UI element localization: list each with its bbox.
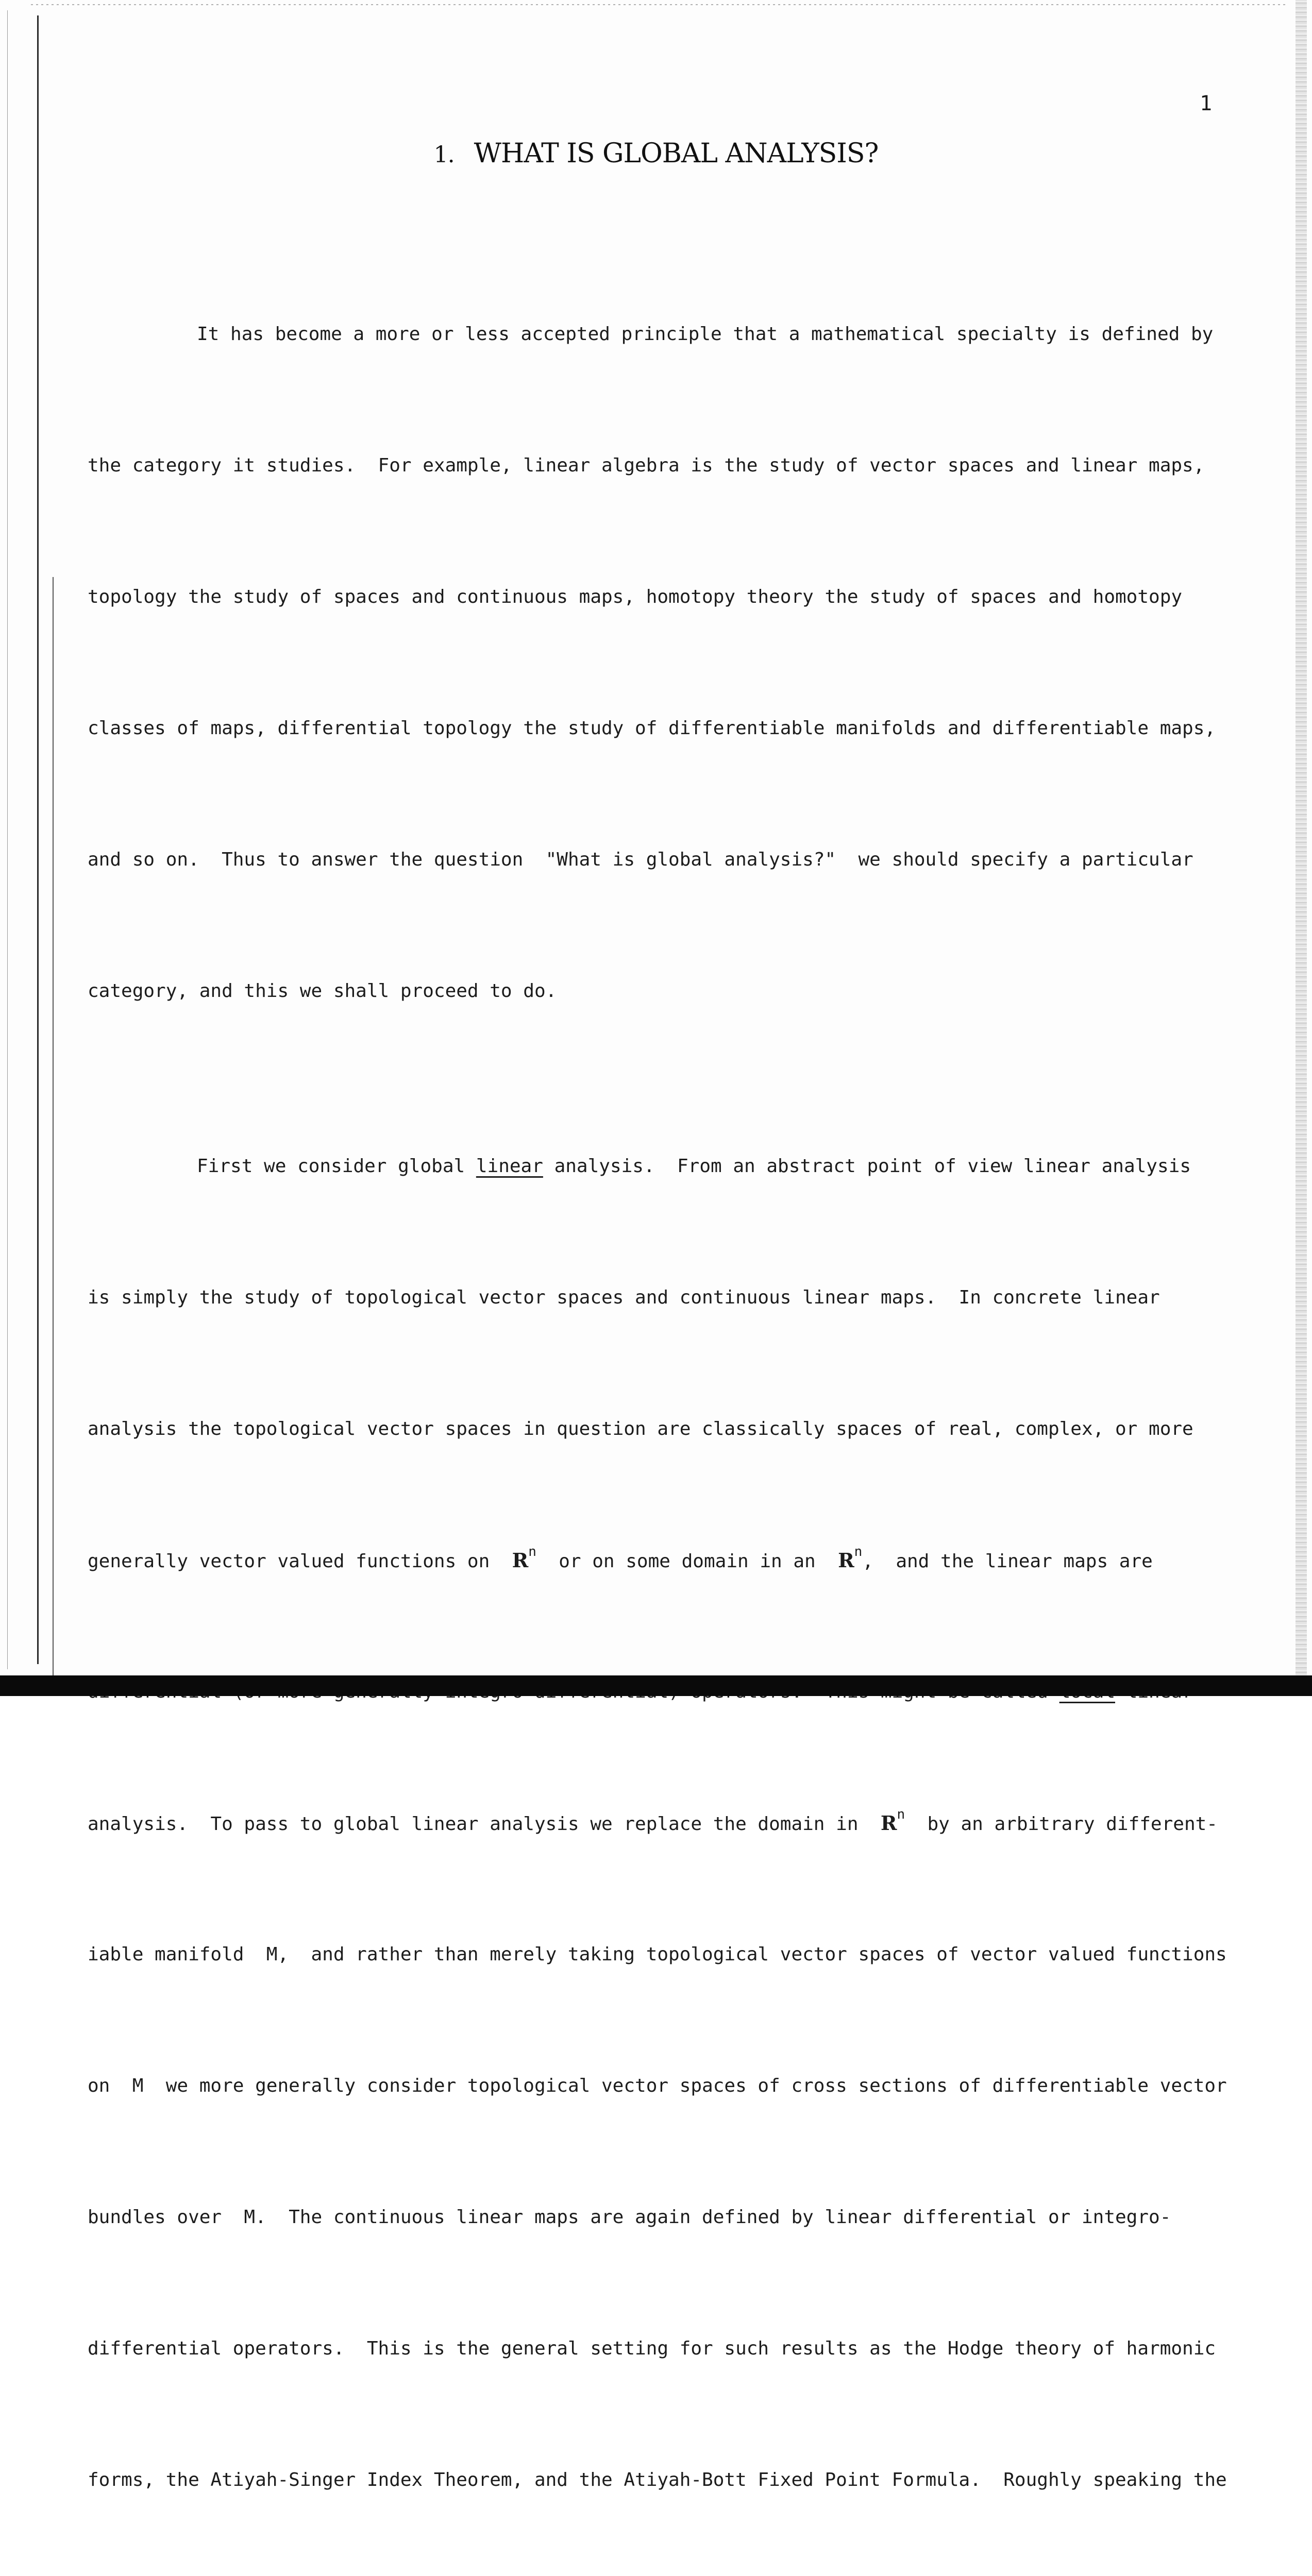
paragraph-1-line: topology the study of spaces and continuous maps, homotopy theory the study of spaces and homotopy: [88, 586, 1183, 607]
page-number: 1: [1200, 92, 1213, 115]
paragraph-1-line: category, and this we shall proceed to do.: [88, 980, 557, 1002]
blackboard-r-symbol: R: [838, 1549, 854, 1572]
superscript-n: n: [854, 1544, 863, 1560]
blackboard-r-symbol: R: [512, 1549, 529, 1572]
superscript-n: n: [528, 1544, 536, 1560]
paragraph-2-line: bundles over M. The continuous linear maps are again defined by linear differential or integro-: [88, 2207, 1171, 2228]
paragraph-1-line: classes of maps, differential topology the study of differentiable manifolds and differentiable maps,: [88, 718, 1216, 739]
scan-bottom-bar: [0, 1675, 1312, 1696]
paragraph-2-line: forms, the Atiyah-Singer Index Theorem, and the Atiyah-Bott Fixed Point Formula. Roughly speaking the: [88, 2469, 1227, 2490]
text-run: or on some domain in an: [536, 1551, 838, 1572]
underlined-word-linear: linear: [476, 1156, 543, 1177]
paragraph-2-line: [88, 1801, 1232, 1845]
chapter-title: WHAT IS GLOBAL ANALYSIS?: [474, 138, 879, 169]
paragraph-1-line: It has become a more or less accepted principle that a mathematical specialty is defined by: [197, 324, 1214, 345]
paragraph-2-line: analysis the topological vector spaces in question are classically spaces of real, complex, or more: [88, 1418, 1193, 1439]
paragraph-2-line: differential operators. This is the general setting for such results as the Hodge theory of harmonic: [88, 2338, 1216, 2359]
binding-margin-line-inner: [53, 577, 54, 1685]
paragraph-1-line: and so on. Thus to answer the question "What is global analysis?" we should specify a particular: [88, 849, 1193, 870]
paragraph-2-line: iable manifold M, and rather than merely taking topological vector spaces of vector valued functions: [88, 1944, 1227, 1965]
superscript-n: n: [897, 1807, 905, 1822]
text-run: analysis. To pass to global linear analysis we replace the domain in: [88, 1814, 881, 1835]
text-run: by an arbitrary different-: [905, 1814, 1218, 1835]
paragraph-2-line: on M we more generally consider topological vector spaces of cross sections of differentiable vector: [88, 2075, 1227, 2096]
text-run: First we consider global: [197, 1156, 476, 1177]
text-run: analysis. From an abstract point of view linear analysis: [543, 1156, 1191, 1177]
text-run: generally vector valued functions on: [88, 1551, 512, 1572]
paragraph-2-line: [88, 1144, 1232, 1188]
text-run: , and the linear maps are: [862, 1551, 1153, 1572]
scan-left-edge: [7, 10, 8, 1669]
scan-right-edge: [1296, 0, 1307, 1696]
chapter-heading: [0, 138, 1312, 169]
paragraph-2-line: is simply the study of topological vector spaces and continuous linear maps. In concrete linear: [88, 1287, 1160, 1308]
blackboard-r-symbol: R: [880, 1811, 897, 1835]
body-text: [88, 225, 1232, 2576]
paragraph-2-line: [88, 1538, 1232, 1582]
paragraph-1-line: the category it studies. For example, linear algebra is the study of vector spaces and linear maps,: [88, 455, 1205, 476]
scan-top-edge: [31, 4, 1288, 5]
chapter-number: 1.: [433, 142, 455, 168]
binding-margin-line: [37, 15, 39, 1664]
